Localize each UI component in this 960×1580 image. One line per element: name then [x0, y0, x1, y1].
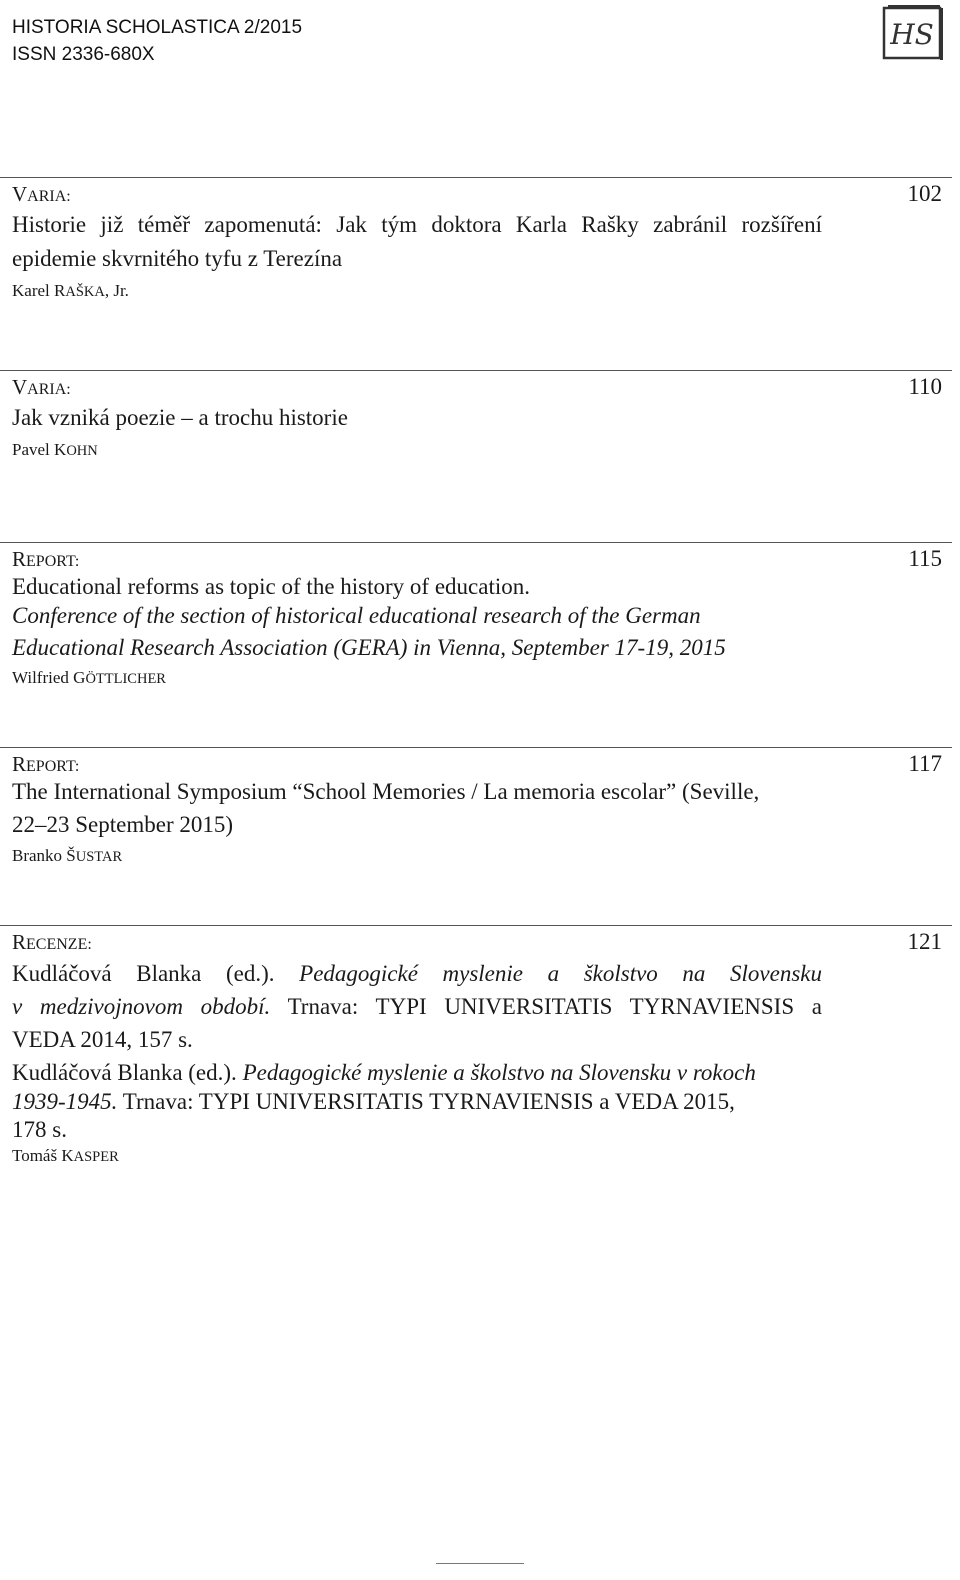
divider	[0, 542, 952, 543]
review-line: 178 s.	[12, 1117, 67, 1142]
review-line: Kudláčová Blanka (ed.). Pedagogické myslenie a školstvo na Slovensku	[12, 961, 822, 986]
section-label: REPORT:	[12, 752, 80, 776]
review-line: Kudláčová Blanka (ed.). Pedagogické myslenie a školstvo na Slovensku v rokoch	[12, 1060, 756, 1085]
entry-title-line: Jak vzniká poezie – a trochu historie	[12, 405, 348, 430]
divider	[0, 370, 952, 371]
review-line: 1939-1945. Trnava: TYPI UNIVERSITATIS TYRNAVIENSIS a VEDA 2015,	[12, 1089, 735, 1114]
page-number: 115	[908, 546, 942, 571]
review-line: v medzivojnovom období. Trnava: TYPI UNIVERSITATIS TYRNAVIENSIS a	[12, 994, 822, 1019]
entry-title-line: Educational reforms as topic of the history of education.	[12, 574, 530, 599]
divider	[0, 177, 952, 178]
section-label: VARIA:	[12, 182, 71, 206]
entry-author: Tomáš KASPER	[12, 1146, 119, 1165]
entry-author: Karel RAŠKA, Jr.	[12, 281, 129, 300]
entry-author: Wilfried GÖTTLICHER	[12, 668, 166, 687]
entry-title-line: The International Symposium “School Memories / La memoria escolar” (Seville,	[12, 779, 760, 804]
footer-divider	[436, 1563, 524, 1564]
divider	[0, 925, 952, 926]
entry-subtitle-line: Educational Research Association (GERA) in Vienna, September 17-19, 2015	[12, 635, 726, 660]
journal-issn: ISSN 2336-680X	[12, 44, 155, 65]
entry-title-line: Historie již téměř zapomenutá: Jak tým doktora Karla Rašky zabránil rozšíření	[12, 212, 822, 237]
entry-title-line: 22–23 September 2015)	[12, 812, 234, 837]
journal-logo-icon	[882, 4, 944, 62]
page-number: 121	[907, 929, 942, 954]
journal-header	[12, 14, 302, 68]
review-line: VEDA 2014, 157 s.	[12, 1027, 193, 1052]
entry-author: Branko ŠUSTAR	[12, 846, 123, 865]
section-label: REPORT:	[12, 547, 80, 571]
logo-lettering: HS	[890, 18, 934, 51]
entry-subtitle-line: Conference of the section of historical educational research of the German	[12, 603, 701, 628]
section-label: RECENZE:	[12, 930, 92, 954]
section-label: VARIA:	[12, 375, 71, 399]
journal-title: HISTORIA SCHOLASTICA 2/2015	[12, 17, 303, 38]
entry-author: Pavel KOHN	[12, 440, 98, 459]
entry-title-line: epidemie skvrnitého tyfu z Terezína	[12, 246, 343, 271]
page-number: 102	[907, 181, 942, 206]
page-number: 117	[908, 751, 942, 776]
divider	[0, 747, 952, 748]
page-number: 110	[908, 374, 942, 399]
